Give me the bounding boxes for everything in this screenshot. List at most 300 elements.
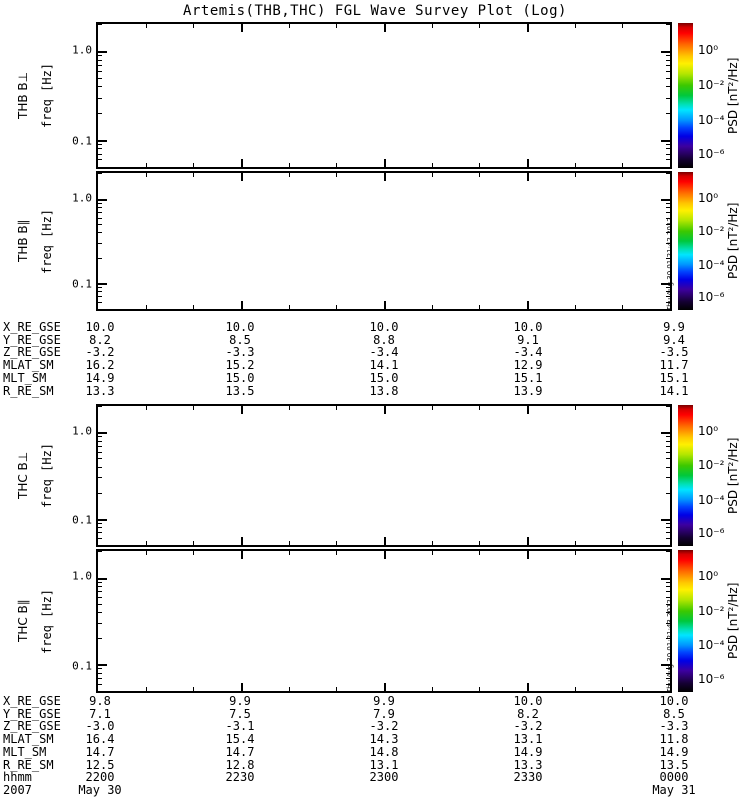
- tick-mark: [666, 477, 670, 478]
- tick-mark: [666, 55, 670, 56]
- tick-mark: [98, 436, 102, 437]
- colorbar-tick-label: 10⁻²: [698, 458, 725, 473]
- colorbar-tick-label: 10⁰: [698, 569, 719, 584]
- tick-mark: [432, 305, 433, 309]
- tick-mark: [527, 551, 529, 559]
- creation-timestamp: Thu Aug 30 01:21:42 2012: [666, 217, 674, 311]
- cell-value: -3.0: [85, 719, 115, 734]
- tick-mark: [622, 406, 623, 410]
- tick-mark: [527, 173, 529, 181]
- tick-mark: [384, 173, 386, 181]
- cell-value: 10.0: [513, 694, 543, 708]
- panel-thb-bpar: [0, 171, 750, 311]
- cell-value: 14.1: [659, 383, 689, 398]
- cell-value: -3.2: [513, 719, 543, 734]
- tick-mark: [575, 541, 576, 545]
- cell-value: -3.4: [513, 345, 543, 360]
- tick-mark: [479, 687, 480, 691]
- tick-mark: [98, 523, 102, 524]
- tick-mark: [98, 51, 107, 53]
- tick-mark: [666, 436, 670, 437]
- tick-mark: [193, 163, 194, 167]
- cell-value: -3.2: [85, 345, 115, 360]
- tick-mark: [575, 163, 576, 167]
- tick-mark: [98, 224, 102, 225]
- row-label: Z_RE_GSE: [3, 345, 61, 360]
- cell-value: 14.9: [513, 744, 543, 759]
- y-axis-label: freq [Hz]: [40, 208, 54, 274]
- tick-mark: [666, 144, 670, 145]
- tick-mark: [666, 71, 670, 72]
- tick-mark: [193, 687, 194, 691]
- tick-mark: [193, 24, 194, 28]
- tick-mark: [146, 551, 147, 555]
- tick-mark: [146, 24, 147, 28]
- tick-mark: [98, 452, 102, 453]
- tick-mark: [98, 113, 102, 114]
- panel-label: THC B∥: [16, 599, 30, 643]
- cell-value: 7.1: [89, 706, 111, 721]
- tick-mark: [98, 144, 102, 145]
- tick-mark: [146, 406, 147, 410]
- colorbar-tick-label: 10⁻⁴: [698, 638, 725, 653]
- tick-mark: [98, 207, 102, 208]
- tick-mark: [98, 291, 102, 292]
- tick-mark: [622, 173, 623, 177]
- tick-mark: [98, 258, 102, 259]
- tick-mark: [146, 173, 147, 177]
- panel-thc-bperp: [0, 404, 750, 547]
- tick-mark: [98, 582, 102, 583]
- cell-value: 8.2: [89, 332, 111, 347]
- cell-value: 8.2: [517, 706, 539, 721]
- cell-value: -3.2: [369, 719, 399, 734]
- cell-value: 13.8: [369, 383, 399, 398]
- tick-mark: [241, 551, 243, 559]
- cell-value: 13.9: [513, 383, 543, 398]
- tick-mark: [241, 24, 243, 32]
- tick-mark: [661, 51, 670, 53]
- cell-value: 12.8: [225, 757, 255, 772]
- tick-mark: [575, 305, 576, 309]
- row-label: R_RE_SM: [3, 383, 54, 398]
- tick-mark: [527, 683, 529, 691]
- tick-mark: [479, 406, 480, 410]
- tick-mark: [193, 173, 194, 177]
- tick-mark: [98, 441, 102, 442]
- tick-mark: [289, 173, 290, 177]
- cell-value: 14.3: [369, 732, 399, 747]
- row-label: X_RE_GSE: [3, 694, 61, 708]
- row-label: Y_RE_GSE: [3, 706, 61, 721]
- tick-mark: [666, 523, 670, 524]
- tick-mark: [98, 638, 102, 639]
- tick-mark: [98, 538, 102, 539]
- tick-mark: [193, 541, 194, 545]
- cell-value: -3.5: [659, 345, 689, 360]
- tick-mark: [336, 541, 337, 545]
- cell-value: 14.9: [85, 370, 115, 385]
- cell-value: 7.9: [373, 706, 395, 721]
- cell-value: -3.3: [225, 345, 255, 360]
- ephemeris-row: [0, 784, 750, 797]
- cell-value: -3.3: [659, 719, 689, 734]
- y-tick-label: 1.0: [72, 569, 92, 583]
- row-label: 2007: [3, 782, 32, 797]
- colorbar-axis-label: PSD [nT²/Hz]: [726, 57, 740, 134]
- tick-mark: [241, 159, 243, 167]
- y-tick-label: 0.1: [72, 659, 92, 673]
- cell-value: 14.7: [85, 744, 115, 759]
- tick-mark: [336, 551, 337, 555]
- colorbar-tick-label: 10⁻⁶: [698, 671, 725, 686]
- tick-mark: [479, 551, 480, 555]
- cell-value: 15.1: [659, 370, 689, 385]
- row-label: Y_RE_GSE: [3, 332, 61, 347]
- tick-mark: [98, 283, 107, 285]
- tick-mark: [98, 591, 102, 592]
- tick-mark: [98, 519, 107, 521]
- cell-value: 10.0: [513, 320, 543, 334]
- tick-mark: [98, 612, 102, 613]
- tick-mark: [384, 406, 386, 414]
- y-axis-label: freq [Hz]: [40, 62, 54, 129]
- tick-mark: [622, 24, 623, 28]
- cell-value: 14.1: [369, 358, 399, 373]
- tick-mark: [98, 65, 102, 66]
- colorbar-axis-label: PSD [nT²/Hz]: [726, 202, 740, 280]
- tick-mark: [241, 301, 243, 309]
- y-axis-label: freq [Hz]: [40, 442, 54, 509]
- tick-mark: [666, 24, 670, 25]
- tick-mark: [98, 78, 102, 79]
- plot-title: Artemis(THB,THC) FGL Wave Survey Plot (Log): [183, 3, 567, 19]
- cell-value: 10.0: [85, 320, 115, 334]
- tick-mark: [527, 537, 529, 545]
- tick-mark: [98, 98, 102, 99]
- cell-value: 16.2: [85, 358, 115, 373]
- cell-value: 7.5: [229, 706, 251, 721]
- tick-mark: [98, 203, 102, 204]
- colorbar: [678, 405, 693, 546]
- tick-mark: [289, 163, 290, 167]
- tick-mark: [336, 24, 337, 28]
- colorbar-tick-label: 10⁻²: [698, 603, 725, 618]
- cell-value: 9.4: [663, 332, 685, 347]
- tick-mark: [575, 24, 576, 28]
- tick-mark: [98, 302, 102, 303]
- tick-mark: [479, 163, 480, 167]
- cell-value: 10.0: [659, 694, 689, 708]
- tick-mark: [527, 301, 529, 309]
- panel-label: THB B⊥: [16, 71, 30, 120]
- tick-mark: [479, 541, 480, 545]
- colorbar-tick-label: 10⁻⁴: [698, 257, 725, 272]
- tick-mark: [432, 406, 433, 410]
- cell-value: 9.1: [517, 332, 539, 347]
- creation-timestamp: Thu Aug 30 01:21:43 2012: [666, 599, 674, 693]
- cell-value: 12.5: [85, 757, 115, 772]
- tick-mark: [98, 446, 102, 447]
- tick-mark: [666, 78, 670, 79]
- tick-mark: [241, 683, 243, 691]
- tick-mark: [479, 24, 480, 28]
- tick-mark: [98, 140, 107, 142]
- tick-mark: [98, 243, 102, 244]
- tick-mark: [98, 684, 102, 685]
- colorbar-tick-label: 10⁻⁴: [698, 113, 725, 128]
- colorbar-axis-label: PSD [nT²/Hz]: [726, 582, 740, 660]
- cell-value: 8.5: [229, 332, 251, 347]
- tick-mark: [98, 148, 102, 149]
- tick-mark: [432, 541, 433, 545]
- tick-mark: [98, 532, 102, 533]
- tick-mark: [98, 296, 102, 297]
- ephemeris-row: [0, 385, 750, 398]
- cell-value: 9.9: [663, 320, 685, 334]
- tick-mark: [193, 406, 194, 410]
- y-tick-label: 0.1: [72, 277, 92, 291]
- tick-mark: [98, 71, 102, 72]
- tick-mark: [575, 173, 576, 177]
- tick-mark: [661, 140, 670, 142]
- tick-mark: [384, 683, 386, 691]
- tick-mark: [575, 551, 576, 555]
- tick-mark: [193, 305, 194, 309]
- cell-value: 15.0: [369, 370, 399, 385]
- ephemeris-table-thc: [0, 695, 750, 798]
- colorbar-tick-label: 10⁻²: [698, 78, 725, 93]
- cell-value: 2230: [225, 770, 255, 785]
- tick-mark: [98, 586, 102, 587]
- tick-mark: [384, 537, 386, 545]
- tick-mark: [98, 458, 102, 459]
- tick-mark: [98, 55, 102, 56]
- cell-value: 9.8: [89, 694, 111, 708]
- cell-value: 15.2: [225, 358, 255, 373]
- tick-mark: [98, 527, 102, 528]
- tick-mark: [432, 163, 433, 167]
- row-label: MLT_SM: [3, 744, 47, 759]
- panel-thb-bperp: [0, 22, 750, 169]
- tick-mark: [98, 477, 102, 478]
- row-label: MLAT_SM: [3, 732, 54, 747]
- plot-area: [96, 404, 672, 547]
- tick-mark: [98, 604, 102, 605]
- tick-mark: [666, 113, 670, 114]
- row-label: X_RE_GSE: [3, 320, 61, 334]
- tick-mark: [432, 24, 433, 28]
- colorbar: [678, 172, 693, 310]
- tick-mark: [289, 551, 290, 555]
- tick-mark: [622, 551, 623, 555]
- tick-mark: [289, 541, 290, 545]
- row-label: MLT_SM: [3, 370, 47, 385]
- tick-mark: [384, 551, 386, 559]
- y-axis-label: freq [Hz]: [40, 588, 54, 654]
- cell-value: 9.9: [229, 694, 251, 708]
- tick-mark: [289, 406, 290, 410]
- colorbar: [678, 550, 693, 692]
- tick-mark: [98, 212, 102, 213]
- tick-mark: [336, 163, 337, 167]
- tick-mark: [98, 159, 102, 160]
- tick-mark: [98, 597, 102, 598]
- tick-mark: [661, 519, 670, 521]
- tick-mark: [146, 541, 147, 545]
- tick-mark: [98, 406, 102, 407]
- tick-mark: [666, 148, 670, 149]
- tick-mark: [666, 154, 670, 155]
- tick-mark: [384, 24, 386, 32]
- tick-mark: [289, 687, 290, 691]
- colorbar: [678, 23, 693, 168]
- tick-mark: [336, 173, 337, 177]
- cell-value: 15.4: [225, 732, 255, 747]
- tick-mark: [98, 623, 102, 624]
- tick-mark: [666, 60, 670, 61]
- tick-mark: [666, 65, 670, 66]
- tick-mark: [98, 578, 107, 580]
- tick-mark: [622, 163, 623, 167]
- tick-mark: [666, 493, 670, 494]
- tick-mark: [661, 432, 670, 434]
- cell-value: 13.5: [225, 383, 255, 398]
- tick-mark: [98, 673, 102, 674]
- colorbar-tick-label: 10⁻⁴: [698, 492, 725, 507]
- cell-value: 13.1: [369, 757, 399, 772]
- cell-value: -3.4: [369, 345, 399, 360]
- row-label: MLAT_SM: [3, 358, 54, 373]
- panel-thc-bpar: [0, 549, 750, 693]
- tick-mark: [666, 406, 670, 407]
- tick-mark: [241, 173, 243, 181]
- cell-value: 13.3: [85, 383, 115, 398]
- tick-mark: [666, 86, 670, 87]
- cell-value: 14.8: [369, 744, 399, 759]
- colorbar-tick-label: 10⁰: [698, 190, 719, 205]
- tick-mark: [193, 551, 194, 555]
- tick-mark: [527, 24, 529, 32]
- cell-value: May 31: [652, 782, 696, 797]
- tick-mark: [98, 24, 102, 25]
- cell-value: 2300: [369, 770, 399, 785]
- tick-mark: [98, 154, 102, 155]
- tick-mark: [98, 287, 102, 288]
- tick-mark: [527, 159, 529, 167]
- tick-mark: [666, 467, 670, 468]
- tick-mark: [432, 687, 433, 691]
- cell-value: 2330: [513, 770, 543, 785]
- tick-mark: [575, 687, 576, 691]
- cell-value: 9.9: [373, 694, 395, 708]
- colorbar-axis-label: PSD [nT²/Hz]: [726, 437, 740, 514]
- tick-mark: [289, 305, 290, 309]
- tick-mark: [98, 551, 102, 552]
- tick-mark: [479, 305, 480, 309]
- tick-mark: [384, 301, 386, 309]
- y-tick-label: 1.0: [72, 43, 92, 57]
- tick-mark: [666, 441, 670, 442]
- tick-mark: [98, 173, 102, 174]
- tick-mark: [98, 218, 102, 219]
- tick-mark: [666, 532, 670, 533]
- ephemeris-row: [0, 372, 750, 385]
- cell-value: 10.0: [225, 320, 255, 334]
- tick-mark: [336, 406, 337, 410]
- panel-label: THC B⊥: [16, 451, 30, 500]
- colorbar-tick-label: 10⁻⁶: [698, 290, 725, 304]
- tick-mark: [241, 537, 243, 545]
- tick-mark: [666, 538, 670, 539]
- tick-mark: [289, 24, 290, 28]
- tick-mark: [336, 687, 337, 691]
- tick-mark: [98, 60, 102, 61]
- y-tick-label: 0.1: [72, 513, 92, 527]
- cell-value: 14.9: [659, 744, 689, 759]
- row-label: Z_RE_GSE: [3, 719, 61, 734]
- tick-mark: [622, 305, 623, 309]
- tick-mark: [432, 173, 433, 177]
- tick-mark: [666, 458, 670, 459]
- tick-mark: [666, 452, 670, 453]
- cell-value: 11.7: [659, 358, 689, 373]
- plot-area: [96, 549, 672, 693]
- plot-area: [96, 22, 672, 169]
- cell-value: 10.0: [369, 320, 399, 334]
- cell-value: 8.8: [373, 332, 395, 347]
- ephemeris-row: [0, 746, 750, 759]
- tick-mark: [146, 163, 147, 167]
- y-tick-label: 0.1: [72, 134, 92, 148]
- ephemeris-table-thb: [0, 321, 750, 399]
- cell-value: 13.1: [513, 732, 543, 747]
- cell-value: 13.3: [513, 757, 543, 772]
- tick-mark: [98, 467, 102, 468]
- plot-area: [96, 171, 672, 311]
- tick-mark: [336, 305, 337, 309]
- cell-value: 12.9: [513, 358, 543, 373]
- tick-mark: [241, 406, 243, 414]
- tick-mark: [666, 446, 670, 447]
- tick-mark: [98, 432, 107, 434]
- tick-mark: [98, 86, 102, 87]
- cell-value: 15.1: [513, 370, 543, 385]
- tick-mark: [98, 199, 107, 201]
- cell-value: -3.1: [225, 719, 255, 734]
- colorbar-tick-label: 10⁻²: [698, 224, 725, 239]
- cell-value: 2200: [85, 770, 115, 785]
- panel-label: THB B∥: [16, 219, 30, 263]
- tick-mark: [146, 687, 147, 691]
- tick-mark: [622, 687, 623, 691]
- tick-mark: [666, 98, 670, 99]
- tick-mark: [98, 493, 102, 494]
- cell-value: 8.5: [663, 706, 685, 721]
- cell-value: 15.0: [225, 370, 255, 385]
- cell-value: 11.8: [659, 732, 689, 747]
- cell-value: 16.4: [85, 732, 115, 747]
- tick-mark: [432, 551, 433, 555]
- cell-value: 13.5: [659, 757, 689, 772]
- row-label: R_RE_SM: [3, 757, 54, 772]
- tick-mark: [146, 305, 147, 309]
- row-label: hhmm: [3, 770, 32, 785]
- tick-mark: [527, 406, 529, 414]
- y-tick-label: 1.0: [72, 424, 92, 438]
- colorbar-tick-label: 10⁻⁶: [698, 525, 725, 540]
- tick-mark: [98, 664, 107, 666]
